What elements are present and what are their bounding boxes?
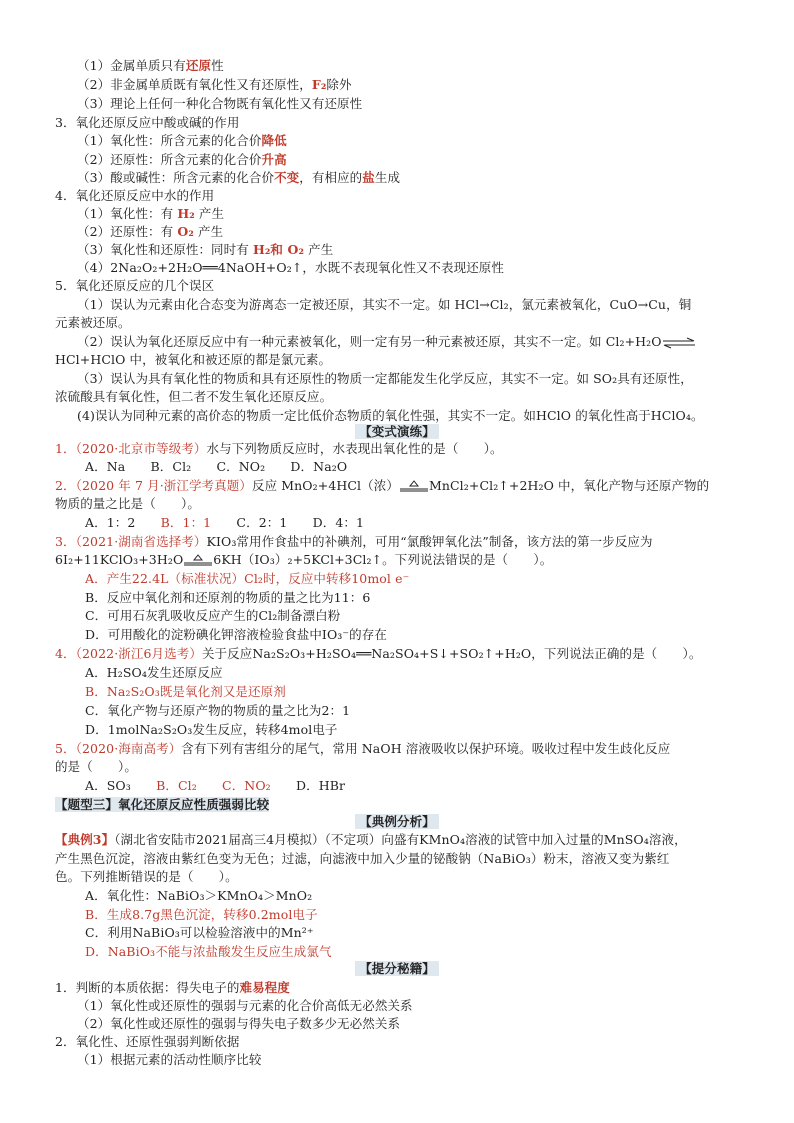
misconception-4: (4)误认为同种元素的高价态的物质一定比低价态物质的氧化性强，其实不一定。如HClO 的氧化性高于HClO₄。	[77, 408, 704, 423]
section-type-3-title: 【题型三】氧化还原反应性质强弱比较	[55, 797, 270, 812]
question-3-option-c: C．可用石灰乳吸收反应产生的Cl₂制备漂白粉	[85, 608, 341, 623]
question-3-option-a: A．产生22.4L（标准状况）Cl₂时，反应中转移10mol e⁻	[85, 571, 410, 586]
acid-reducing: （2）还原性：所含元素的化合价升高	[77, 152, 287, 167]
header-tips: 【提分秘籍】	[0, 960, 794, 977]
question-5-options: A．SO₃ B．Cl₂ C．NO₂ D．HBr	[85, 778, 346, 793]
water-neither: （4）2Na₂O₂+2H₂O══4NaOH+O₂↑，水既不表现氧化性又不表现还原性	[77, 260, 505, 275]
water-oxidizing: （1）氧化性：有 H₂ 产生	[77, 206, 225, 221]
question-5-cont: 的是（ ）。	[55, 759, 137, 774]
question-3-cont: 6I₂+11KClO₃+3H₂O 6KH（IO₃）₂+5KCl+3Cl₂↑。下列说法错误的是（ ）。	[55, 552, 553, 567]
question-1: 1．（2020·北京市等级考）水与下列物质反应时，水表现出氧化性的是（ ）。	[55, 441, 503, 456]
reversible-arrow-icon	[662, 337, 696, 349]
header-variant-practice: 【变式演练】	[0, 423, 794, 440]
point-compound: （3）理论上任何一种化合物既有氧化性又有还原性	[77, 96, 363, 111]
question-4: 4．（2022·浙江6月选考）关于反应Na₂S₂O₃+H₂SO₄══Na₂SO₄+S↓+SO₂↑+H₂O，下列说法正确的是（ ）。	[55, 646, 702, 661]
question-4-option-c: C．氧化产物与还原产物的物质的量之比为2：1	[85, 703, 351, 718]
tip-1-sub-2: （2）氧化性或还原性的强弱与得失电子数多少无必然关系	[77, 1016, 401, 1031]
misconception-3: （3）误认为具有氧化性的物质和具有还原性的物质一定都能发生化学反应，其实不一定。如 SO₂具有还原性，	[77, 371, 693, 386]
question-3-option-d: D．可用酸化的淀粉碘化钾溶液检验食盐中IO₃⁻的存在	[85, 627, 387, 642]
section-water: 4．氧化还原反应中水的作用	[55, 188, 215, 203]
question-2-cont: 物质的量之比是（ ）。	[55, 496, 200, 511]
question-4-option-b: B．Na₂S₂O₃既是氧化剂又是还原剂	[85, 684, 286, 699]
example-3-option-a: A．氧化性：NaBiO₃＞KMnO₄＞MnO₂	[85, 888, 313, 903]
tip-2-sub-1: （1）根据元素的活动性顺序比较	[77, 1052, 262, 1067]
misconception-2: （2）误认为氧化还原反应中有一种元素被氧化，则一定有另一种元素被还原，其实不一定。如 Cl₂+H₂O	[77, 333, 696, 350]
question-3-option-b: B．反应中氧化剂和还原剂的物质的量之比为11：6	[85, 590, 371, 605]
question-4-option-d: D．1molNa₂S₂O₃发生反应，转移4mol电子	[85, 722, 338, 737]
example-3-cont1: 产生黑色沉淀，溶液由紫红色变为无色；过滤，向滤液中加入少量的铋酸钠（NaBiO₃）粉末，溶液又变为紫红	[55, 851, 670, 866]
tip-1-sub-1: （1）氧化性或还原性的强弱与元素的化合价高低无必然关系	[77, 998, 413, 1013]
tip-2: 2．氧化性、还原性强弱判断依据	[55, 1034, 240, 1049]
example-3: 【典例3】（湖北省安陆市2021届高三4月模拟）（不定项）向盛有KMnO₄溶液的试管中加入过量的MnSO₄溶液，	[55, 832, 687, 847]
point-metal: （1）金属单质只有还原性	[77, 58, 224, 73]
misconception-2-cont: HCl+HClO 中，被氧化和被还原的都是氯元素。	[55, 352, 332, 367]
heat-arrow-icon	[183, 554, 213, 568]
water-both: （3）氧化性和还原性：同时有 H₂和 O₂ 产生	[77, 242, 334, 257]
acid-acidic: （3）酸或碱性：所含元素的化合价不变，有相应的盐生成	[77, 170, 401, 185]
acid-oxidizing: （1）氧化性：所含元素的化合价降低	[77, 133, 287, 148]
question-5: 5．（2020·海南高考）含有下列有害组分的尾气，常用 NaOH 溶液吸收以保护环境。吸收过程中发生歧化反应	[55, 741, 671, 756]
section-misconceptions: 5．氧化还原反应的几个误区	[55, 278, 215, 293]
example-3-cont2: 色。下列推断错误的是（ ）。	[55, 869, 238, 884]
water-reducing: （2）还原性：有 O₂ 产生	[77, 224, 224, 239]
misconception-1: （1）误认为元素由化合态变为游离态一定被还原，其实不一定。如 HCl→Cl₂，氯元素被氧化，CuO→Cu，铜	[77, 297, 692, 312]
example-3-option-b: B．生成8.7g黑色沉淀，转移0.2mol电子	[85, 907, 318, 922]
question-1-options: A．Na B．Cl₂ C．NO₂ D．Na₂O	[85, 459, 348, 474]
header-example-analysis: 【典例分析】	[0, 813, 794, 830]
question-4-option-a: A．H₂SO₄发生还原反应	[85, 665, 223, 680]
example-3-option-c: C．利用NaBiO₃可以检验溶液中的Mn²⁺	[85, 925, 314, 940]
question-2: 2．（2020 年 7 月·浙江学考真题）反应 MnO₂+4HCl（浓） MnCl₂+Cl₂↑+2H₂O 中，氧化产物与还原产物的	[55, 478, 710, 493]
heat-arrow-icon	[399, 480, 429, 494]
misconception-1-cont: 元素被还原。	[55, 315, 131, 330]
tip-1: 1．判断的本质依据：得失电子的难易程度	[55, 980, 290, 995]
example-3-option-d: D．NaBiO₃不能与浓盐酸发生反应生成氯气	[85, 944, 332, 959]
question-3: 3．（2021·湖南省选择考）KIO₃常用作食盐中的补碘剂，可用“氯酸钾氧化法”制备，该方法的第一步反应为	[55, 534, 653, 549]
section-acid-base: 3．氧化还原反应中酸或碱的作用	[55, 115, 240, 130]
point-nonmetal: （2）非金属单质既有氧化性又有还原性，F₂除外	[77, 77, 352, 92]
question-2-options: A．1：2 B．1：1 C．2：1 D．4：1	[85, 515, 365, 530]
misconception-3-cont: 浓硫酸具有氧化性，但二者不发生氧化还原反应。	[55, 389, 333, 404]
